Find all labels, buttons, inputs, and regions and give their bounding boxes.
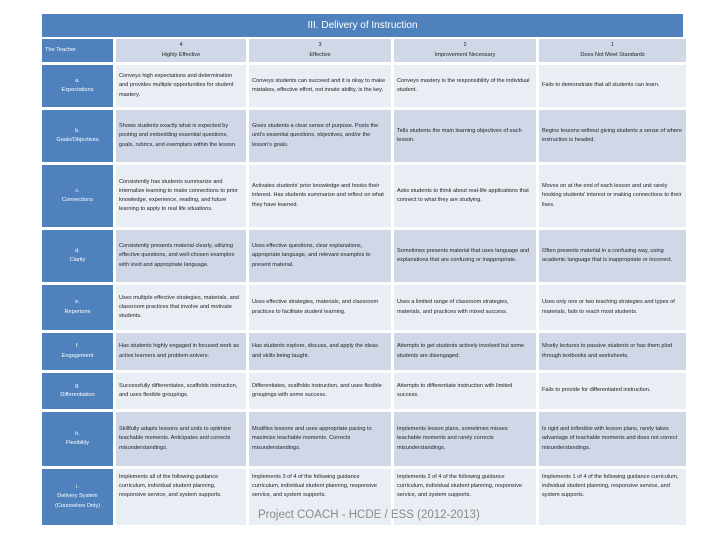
level-name: Does Not Meet Standards	[580, 51, 645, 58]
row-letter: i.	[76, 484, 79, 491]
rubric-table	[42, 39, 683, 525]
level-number: 2	[463, 42, 467, 49]
table-title: III. Delivery of Instruction	[42, 14, 683, 37]
table-cell: Successfully differentiates, scaffolds instruction, and uses flexible groupings.	[116, 373, 246, 409]
row-letter: b.	[75, 127, 80, 134]
table-cell: Moves on at the end of each lesson and unit rarely hooking students' interest or making connections to their lives.	[539, 165, 686, 227]
table-cell: Has students highly engaged in focused work as active learners and problem-solvers.	[116, 333, 246, 370]
table-cell: Conveys high expectations and determination and provides multiple opportunities for student mastery.	[116, 65, 246, 107]
table-cell: Begins lessons without giving students a sense of where instruction is headed.	[539, 110, 686, 162]
table-cell: Modifies lessons and uses appropriate pacing to maximize teachable moments. Corrects misunderstandings.	[249, 412, 391, 466]
row-name: Repertoire	[64, 308, 91, 315]
table-cell: Is rigid and inflexible with lesson plans, rarely takes advantage of teachable moments and does not correct misunderstandings.	[539, 412, 686, 466]
table-cell: Uses multiple effective strategies, materials, and classroom practices that involve and motivate students.	[116, 285, 246, 330]
table-cell: Has students explore, discuss, and apply the ideas and skills being taught.	[249, 333, 391, 370]
table-cell: Implements lesson plans, sometimes misses teachable moments and rarely corrects misunderstandings.	[394, 412, 536, 466]
header-level-4	[116, 39, 246, 62]
table-cell: Uses only one or two teaching strategies and types of materials, fails to reach most students.	[539, 285, 686, 330]
row-label	[42, 333, 113, 370]
table-cell: Implements 3 of 4 of the following guidance curriculum, individual student planning, responsive service, and system supports.	[249, 469, 391, 525]
row-name: Delivery System (Counselors Only)	[54, 493, 101, 509]
table-cell: Conveys students can succeed and it is okay to make mistakes, effective effort, not innate ability, is the key.	[249, 65, 391, 107]
row-letter: e.	[75, 299, 80, 306]
row-letter: a.	[75, 77, 80, 84]
table-cell: Consistently has students summarize and internalize learning to make connections to prior knowledge, experience, reading, and future learning to apply to real life situations.	[116, 165, 246, 227]
table-cell: Uses effective strategies, materials, and classroom practices to facilitate student learning.	[249, 285, 391, 330]
table-cell: Consistently presents material clearly, utilizing effective questions, and well-chosen examples with vivid and appropriate language.	[116, 230, 246, 282]
row-label	[42, 285, 113, 330]
table-cell: Gives students a clear sense of purpose. Posts the unit's essential questions, objectives, and/or the lesson's goals.	[249, 110, 391, 162]
table-cell: Uses a limited range of classroom strategies, materials, and practices with mixed success.	[394, 285, 536, 330]
table-cell: Uses effective questions, clear explanations, appropriate language, and relevant examples to present material.	[249, 230, 391, 282]
level-name: Improvement Necessary	[434, 51, 496, 58]
row-name: Differentiation	[60, 392, 95, 398]
row-letter: g.	[75, 382, 80, 389]
table-cell: Fails to demonstrate that all students can learn.	[539, 65, 686, 107]
row-letter: f.	[75, 343, 80, 350]
table-cell: Attempts to differentiate instruction with limited success.	[394, 373, 536, 409]
level-name: Effective	[309, 51, 331, 58]
table-cell: Implements 1 of 4 of the following guidance curriculum, individual student planning, responsive service, and system supports.	[539, 469, 686, 525]
table-cell: Often presents material in a confusing way, using academic language that is inappropriate or incorrect.	[539, 230, 686, 282]
table-cell: Skillfully adapts lessons and units to optimize teachable moments. Anticipates and corrects misunderstandings.	[116, 412, 246, 466]
row-label	[42, 110, 113, 162]
header-level-2	[394, 39, 536, 62]
table-cell: Fails to provide for differentiated instruction.	[539, 373, 686, 409]
row-name: Connections	[61, 197, 94, 203]
table-cell: Differentiates, scaffolds instruction, and uses flexible groupings with some success.	[249, 373, 391, 409]
row-letter: d.	[75, 247, 80, 254]
row-letter: h.	[75, 430, 80, 437]
footer-text: Project COACH - HCDE / ESS (2012-2013)	[258, 509, 480, 521]
row-label	[42, 65, 113, 107]
table-cell: Tells students the main learning objectives of each lesson.	[394, 110, 536, 162]
level-name: Highly Effective	[161, 51, 201, 58]
header-teacher-label: The Teacher	[42, 39, 113, 62]
row-label	[42, 469, 113, 525]
row-name: Goals/Objectives	[56, 137, 99, 143]
row-label	[42, 165, 113, 227]
row-name: Flexibility	[65, 440, 89, 446]
level-number: 1	[610, 42, 615, 49]
row-name: Expectations	[61, 87, 94, 93]
row-label	[42, 412, 113, 466]
table-cell: Asks students to think about real-life applications that connect to what they are studying.	[394, 165, 536, 227]
table-cell: Attempts to get students actively involved but some students are disengaged.	[394, 333, 536, 370]
table-cell: Conveys mastery is the responsibility of the individual student.	[394, 65, 536, 107]
table-cell: Sometimes presents material that uses language and explanations that are confusing or inappropriate.	[394, 230, 536, 282]
row-name: Clarity	[69, 257, 86, 263]
table-cell: Mostly lectures to passive students or has them plod through textbooks and worksheets.	[539, 333, 686, 370]
table-cell: Implements 2 of 4 of the following guidance curriculum, individual student planning, responsive service, and system supports.	[394, 469, 536, 525]
row-label	[42, 373, 113, 409]
table-cell: Activates students' prior knowledge and hooks their interest. Has students summarize and reflect on what they have learned.	[249, 165, 391, 227]
table-cell: Implements all of the following guidance curriculum, individual student planning, responsive service, and system supports.	[116, 469, 246, 525]
row-letter: c.	[75, 187, 80, 194]
row-name: Engagement	[61, 352, 94, 359]
header-level-3	[249, 39, 391, 62]
level-number: 4	[179, 42, 183, 49]
table-cell: Shows students exactly what is expected by posting and embedding essential questions, goals, rubrics, and exemplars within the lesson.	[116, 110, 246, 162]
row-label	[42, 230, 113, 282]
level-number: 3	[318, 42, 322, 49]
header-level-1	[539, 39, 686, 62]
